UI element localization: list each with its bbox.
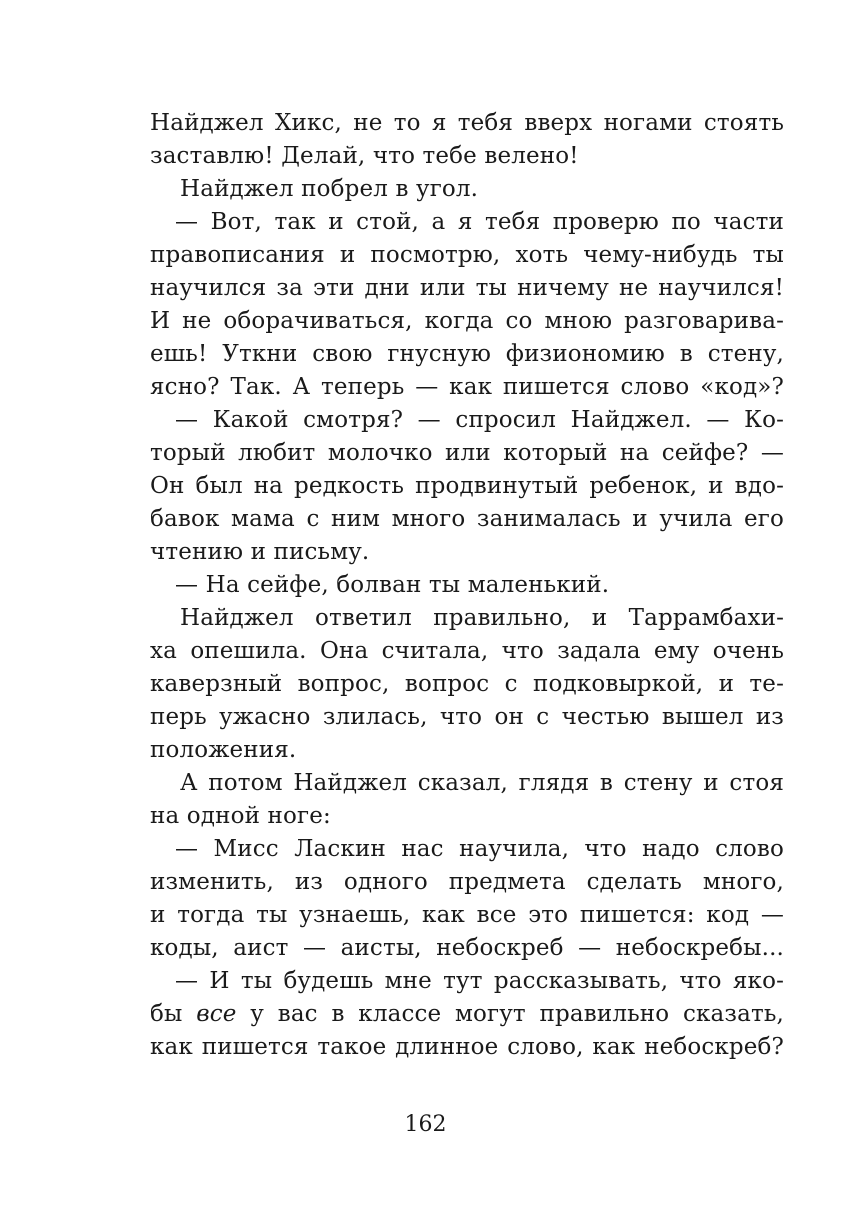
text-line: бавок мама с ним много занималась и учила его — [150, 506, 784, 532]
text-line: чтению и письму. — [150, 539, 370, 565]
text-line: перь ужасно злилась, что он с честью вышел из — [150, 704, 784, 730]
text-line: и тогда ты узнаешь, как все это пишется: код — — [150, 902, 784, 928]
text-line: ешь! Уткни свою гнусную физиономию в стену, — [150, 341, 784, 367]
text-line-with-emphasis — [150, 998, 784, 1031]
text-line: каверзный вопрос, вопрос с подковыркой, и те- — [150, 671, 784, 697]
text-line: — И ты будешь мне тут рассказывать, что яко- — [175, 968, 784, 994]
book-page-text — [150, 107, 784, 1064]
text-line: на одной ноге: — [150, 803, 331, 829]
text-fragment: у вас в классе могут правильно сказать, — [236, 1001, 784, 1027]
text-line: коды, аист — аисты, небоскреб — небоскребы... — [150, 935, 784, 961]
text-fragment: бы — [150, 1001, 197, 1027]
text-line: Он был на редкость продвинутый ребенок, и вдо- — [150, 473, 784, 499]
page-number: 162 — [404, 1112, 447, 1137]
text-line: — Вот, так и стой, а я тебя проверю по части — [175, 209, 784, 235]
text-line: — На сейфе, болван ты маленький. — [175, 572, 610, 598]
text-line: — Мисс Ласкин нас научила, что надо слово — [175, 836, 784, 862]
text-line: правописания и посмотрю, хоть чему-нибудь ты — [150, 242, 784, 268]
text-line: ясно? Так. А теперь — как пишется слово «код»? — [150, 374, 784, 400]
text-line: Найджел ответил правильно, и Таррамбахи- — [180, 605, 784, 631]
text-line: заставлю! Делай, что тебе велено! — [150, 143, 579, 169]
text-line: торый любит молочко или который на сейфе? — — [150, 440, 784, 466]
text-line: Найджел побрел в угол. — [180, 176, 479, 202]
emphasized-word: все — [196, 1001, 237, 1027]
text-line: А потом Найджел сказал, глядя в стену и стоя — [180, 770, 784, 796]
text-line: И не оборачиваться, когда со мною разговарива- — [150, 308, 784, 334]
text-line: как пишется такое длинное слово, как небоскреб? — [150, 1034, 784, 1060]
text-line: — Какой смотря? — спросил Найджел. — Ко- — [175, 407, 784, 433]
text-line: ха опешила. Она считала, что задала ему очень — [150, 638, 784, 664]
text-line: научился за эти дни или ты ничему не научился! — [150, 275, 784, 301]
text-line: положения. — [150, 737, 297, 763]
text-line: Найджел Хикс, не то я тебя вверх ногами стоять — [150, 110, 784, 136]
text-line: изменить, из одного предмета сделать много, — [150, 869, 784, 895]
